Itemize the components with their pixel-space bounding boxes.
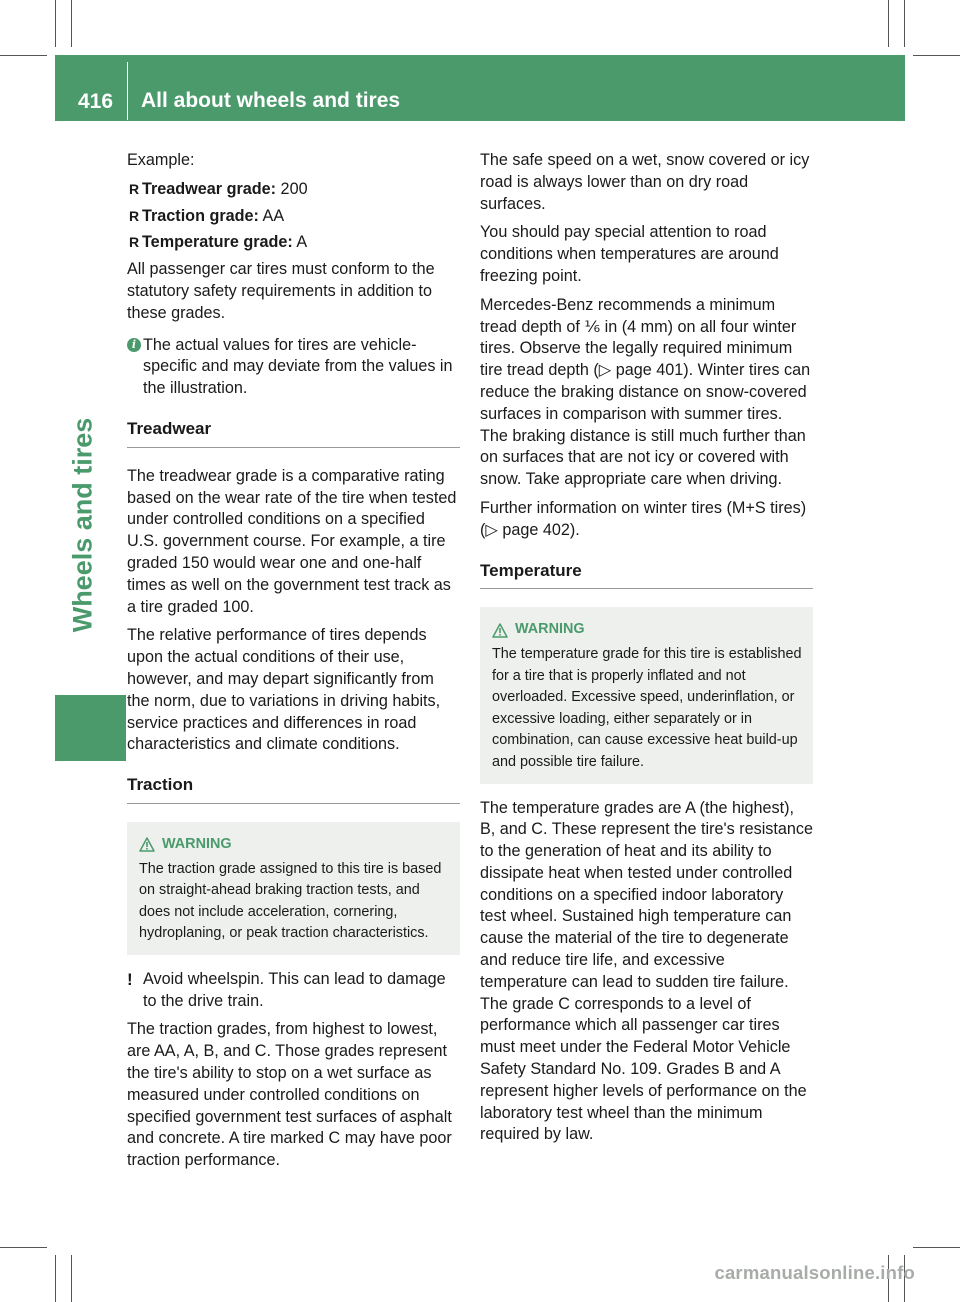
bullet-icon: R	[129, 180, 140, 197]
bullet-label: Traction grade:	[142, 206, 259, 225]
list-item	[127, 179, 460, 201]
conform-paragraph: All passenger car tires must conform to the statutory safety requirements in addition to these grades.	[127, 260, 435, 322]
caution-note	[127, 969, 460, 1013]
list-item	[127, 232, 460, 254]
warning-label: WARNING	[515, 621, 585, 638]
page-ref-link[interactable]: page 401	[611, 361, 684, 380]
side-tab	[0, 120, 127, 695]
treadwear-paragraph: The treadwear grade is a comparative rating based on the wear rate of the tire when tested under controlled conditions on a specified U.S. government course. For example, a tire graded 150 would wear one and one-half times as well on the government test track as a tire graded 100.	[127, 466, 457, 616]
bullet-label: Treadwear grade:	[142, 179, 277, 198]
list-item	[127, 206, 460, 228]
info-icon: i	[127, 338, 141, 352]
crop-mark	[71, 0, 72, 47]
traction-warning-box	[127, 822, 460, 955]
page-ref-icon: ▷	[485, 520, 498, 539]
crop-mark	[913, 1247, 960, 1248]
crop-mark	[55, 1255, 56, 1302]
bullet-value: AA	[258, 206, 285, 225]
bullet-value: A	[292, 233, 308, 252]
text-span: Further information on winter tires (M+S tires) (	[480, 498, 807, 539]
side-tab-label: Wheels and tires	[67, 417, 98, 633]
safe-speed-paragraph: The safe speed on a wet, snow covered or icy road is always lower than on dry road surfaces.	[480, 151, 810, 213]
warning-label: WARNING	[162, 835, 232, 852]
header-divider	[127, 62, 128, 120]
bullet-label: Temperature grade:	[142, 233, 293, 252]
text-span: in (4 mm) on all four winter tires. Observe the legally required minimum tire tread depth (	[480, 317, 797, 380]
bullet-icon: R	[129, 234, 140, 251]
text-span: Mercedes-Benz recommends a minimum tread depth of	[480, 295, 776, 336]
side-marker	[55, 695, 126, 761]
treadwear-heading: Treadwear	[127, 418, 460, 448]
crop-mark	[0, 55, 47, 56]
temperature-paragraph: The temperature grades are A (the highest), B, and C. These represent the tire's resistance to the generation of heat and its ability to dissipate heat when tested under controlled conditions on a specified indoor laboratory test wheel. Sustained high temperature can cause the material of the tire to degenerate and reduce tire life, and excessive temperature can lead to sudden tire failure. The grade C corresponds to a level of performance which all passenger car tires must meet under the Federal Motor Vehicle Safety Standard No. 109. Grades B and A represent higher levels of performance on the laboratory test wheel than the minimum required by law.	[480, 798, 814, 1144]
bullet-icon: R	[129, 207, 140, 224]
treadwear-paragraph: The relative performance of tires depends upon the actual conditions of their use, however, and may depart significantly from the norm, due to variations in driving habits, service practices and differences in road characteristics and climate conditions.	[127, 626, 441, 754]
crop-mark	[904, 0, 905, 47]
road-conditions-paragraph: You should pay special attention to road conditions when temperatures are around freezing point.	[480, 223, 779, 285]
grade-list	[127, 179, 460, 254]
crop-mark	[913, 55, 960, 56]
page-ref-link[interactable]: page 402	[497, 520, 570, 539]
tread-depth-paragraph	[480, 295, 813, 491]
further-info-paragraph	[480, 498, 813, 542]
page-ref-icon: ▷	[598, 361, 612, 380]
warning-text: The traction grade assigned to this tire is based on straight-ahead braking traction tests, and does not include acceleration, cornering, hydroplaning, or peak traction characteristics.	[139, 860, 442, 942]
bullet-value: 200	[276, 179, 308, 198]
traction-heading: Traction	[127, 774, 460, 804]
exclamation-icon: !	[127, 969, 133, 989]
traction-paragraph: The traction grades, from highest to lowest, are AA, A, B, and C. Those grades represent the tire's ability to stop on a wet surface as measured under controlled conditions on specified government test surfaces of asphalt and concrete. A tire marked C may have poor traction performance.	[127, 1020, 452, 1170]
crop-mark	[55, 0, 56, 47]
info-note	[127, 335, 460, 400]
caution-text: Avoid wheelspin. This can lead to damage to the drive train.	[143, 969, 446, 1010]
page-number: 416	[78, 90, 114, 113]
temperature-heading: Temperature	[480, 560, 813, 590]
crop-mark	[888, 0, 889, 47]
warning-header	[139, 834, 450, 856]
left-column	[127, 150, 460, 1179]
warning-header	[492, 619, 803, 641]
page-title: All about wheels and tires	[141, 89, 401, 112]
text-span: ). Winter tires can reduce the braking distance on snow-covered surfaces in comparison with summer tires. The braking distance is still much further than on surfaces that are not icy or covered with snow. Take appropriate care when driving.	[480, 361, 811, 489]
watermark: carmanualsonline.info	[714, 1262, 915, 1283]
warning-triangle-icon	[139, 837, 155, 852]
warning-text: The temperature grade for this tire is established for a tire that is properly inflated and not overloaded. Excessive speed, underinflation, or excessive loading, either separately or in combination, can cause excessive heat build-up and possible tire failure.	[492, 645, 802, 770]
warning-triangle-icon	[492, 623, 508, 638]
note-text: The actual values for tires are vehicle-specific and may deviate from the values in the illustration.	[143, 335, 453, 398]
fraction-text: ⅙	[584, 317, 601, 336]
crop-mark	[71, 1255, 72, 1302]
right-column	[480, 150, 813, 1153]
temperature-warning-box	[480, 607, 813, 783]
example-label: Example:	[127, 151, 195, 169]
crop-mark	[0, 1247, 47, 1248]
text-span: ).	[569, 520, 580, 539]
